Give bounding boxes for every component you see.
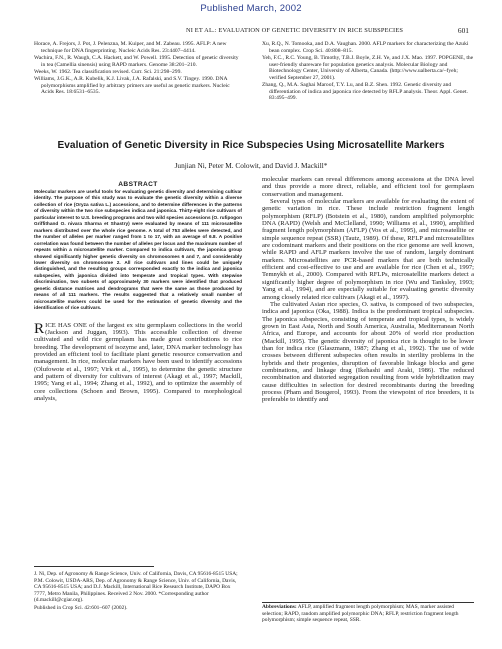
abstract-heading: ABSTRACT	[118, 181, 158, 188]
publication-date-stamp: Published March, 2002	[200, 3, 302, 14]
intro-paragraph	[34, 319, 242, 403]
reference-item: Horace, A. Frejors, J. Pot, J. Pelenzna, M. Kuiper, and M. Zabeau. 1995. AFLP: A new technique for DNA fingerprinting. Nucleic Acids Res. 23:4407–4414.	[34, 41, 227, 54]
body-paragraph: The cultivated Asian rice species, O. sativa, is composed of two subspecies, indica and japonica (Oka, 1988). Indica is the predominant tropical subspecies. The japonica subspecies, consisting of temperate and tropical types, is widely grown in East Asia, North and South America, Australia, Mediterranean North Africa, and Europe, and accounts for about 20% of world rice production (Mackill, 1995). The genetic diversity of japonica rice is thought to be lower than for indica rice (Glaszmann, 1987; Zhang et al., 1992). The use of wide crosses between different subspecies often results in sterility problems in the hybrids and their progenies, disruption of favorable linkage blocks and gene combinations, and linkage drag (Ikehashi and Araki, 1986). The reduced recombination and distorted segregation resulting from wide hybridization may cause difficulties in selection for desired recombinants during the breeding process (Pham and Bougerol, 1993). From the viewpoint of rice breeders, it is preferable to identify and	[262, 300, 474, 404]
reference-item: Weeks, W. 1962. Tea classification revised. Curr. Sci. 21:298–299.	[34, 68, 182, 75]
reference-item: Xu, R.Q., N. Tomooka, and D.A. Vaughan. 2000. AFLP markers for characterizing the Azuki bean complex. Crop Sci. 40:808–815.	[262, 41, 469, 54]
page-number: 601	[457, 26, 469, 35]
reference-item: Wachira, F.N., R. Waugh, C.A. Hackett, and W. Powell. 1995. Detection of genetic diversity in tea (Camellia sinensis) using RAPD markers. Genome 38:201–210.	[34, 54, 239, 68]
references-right-column	[262, 41, 474, 103]
intro-text: ICE HAS ONE of the largest ex situ germplasm collections in the world (Jackson and Juggan, 1993). This accessible collection of diverse cultivated and wild rice germplasm has made great contributions to rice breeding. The development of isozyme and, later, DNA marker technology has provided an efficient tool to facilitate plant genetic resource conservation and management. In rice, molecular markers have been used to identify accessions (Olufowote et al., 1997; Virk et al., 1995), to determine the genetic structure and pattern of diversity for cultivars of interest (Akagi et al., 1997; Mackill, 1995; Yang et al., 1994; Zhang et al., 1992), and to optimize the assembly of core collections (Schoen and Brown, 1995). Compared to morphological analysis,	[34, 321, 242, 403]
footnote-divider	[34, 566, 154, 567]
abbreviations-note	[262, 604, 474, 624]
abbreviations-divider	[262, 602, 474, 603]
abbreviations-text: AFLP, amplified fragment length polymorphism; MAS, marker assisted selection; RAPD, random amplified polymorphic DNA; RFLP, restriction fragment length polymorphism; simple sequence repeat, SSR.	[262, 604, 459, 624]
reference-item: Zhang, Q., M.A. Saghai Maroof, T.Y. Lu, and B.Z. Shen. 1992. Genetic diversity and differentiation of indica and japonica rice detected by RFLP analysis. Theor. Appl. Genet. 83:495–499.	[262, 82, 468, 102]
article-title: Evaluation of Genetic Diversity in Rice Subspecies Using Microsatellite Markers	[57, 140, 445, 151]
references-left-column	[34, 41, 242, 97]
abbreviations-label: Abbreviations:	[262, 604, 297, 610]
publication-info: Published in Crop Sci. 42:601–607 (2002).	[34, 605, 128, 611]
body-paragraph: Several types of molecular markers are available for evaluating the extent of genetic variation in rice. These include restriction fragment length polymorphism (RFLP) (Botstein et al., 1980), random amplified polymorphic DNA (RAPD) (Welsh and McClelland, 1990; Williams et al., 1990), amplified fragment length polymorphism (AFLP) (Vos et al., 1995), and microsatellite or simple sequence repeat (SSR) (Tautz, 1989). Of these, RFLP and microsatellites are codominant markers and their positions on the rice genome are well known, while RAPD and AFLP markers involve the use of random, largely dominant markers. Microsatellites are PCR-based markers that are both technically efficient and cost-effective to use and are available for rice (Chen et al., 1997; Temnykh et al., 2000). Compared with RFLPs, microsatellite markers detect a significantly higher degree of polymorphism in rice (Wu and Tanksley, 1993; Yang et al., 1994), and are especially suitable for evaluating genetic diversity among closely related rice cultivars (Akagi et al., 1997).	[262, 198, 474, 301]
author-affiliation-footnote: J. Ni, Dep. of Agronomy & Range Science, Univ. of California, Davis, CA 95616-8515 USA; P.M. Colowit, USDA-ARS, Dep. of Agronomy & Range Science, Univ. of California, Davis, CA 95616-8515 USA; and D.J. Mackill, International Rice Research Institute, DAPO Box 7777, Metro Manila, Philippines. Received 2 Nov. 2000. *Corresponding author (d.mackill@cgiar.org).	[34, 571, 238, 604]
reference-item: Williams, J.G.K., A.R. Kubelik, K.J. Livak, J.A. Rafalski, and S.V. Tingey. 1990. DNA polymorphisms amplified by arbitrary primers are useful as genetic markers. Nucleic Acids Res. 18:6531–6535.	[34, 76, 230, 96]
body-paragraph: molecular markers can reveal differences among accessions at the DNA level and thus provide a more direct, reliable, and efficient tool for germplasm conservation and management.	[262, 176, 474, 198]
article-authors: Junjian Ni, Peter M. Colowit, and David J. Mackill*	[174, 161, 328, 170]
right-text-column	[262, 176, 474, 404]
reference-item: Yeh, F.C., R.C. Young, B. Timothy, T.B.J. Boyle, Z.H. Ye, and J.X. Mao. 1997. POPGENE, the user-friendly shareware for population genetics analysis. Molecular Biology and Biotechnology Center, University of Alberta, Canada. (http://www.ualberta.ca/~fyeh; verified September 27, 2001).	[262, 54, 474, 81]
left-text-column	[34, 181, 242, 402]
running-head: NI ET AL.: EVALUATION OF GENETIC DIVERSITY IN RICE SUBSPECIES	[186, 27, 404, 34]
abstract-text: Molecular markers are useful tools for evaluating genetic diversity and determining cultivar identity. The purpose of this study was to evaluate the genetic diversity within a diverse collection of rice (Oryza sativa L.) accessions, and to determine differences in the patterns of diversity within the two rice subspecies indica and japonica. Thirty-eight rice cultivars of particular interest to U.S. breeding programs and two wild species accessions (O. rufipogon Griffithand O. nivara Sharma et Shastry) were evaluated by means of 111 microsatellite markers distributed over the whole rice genome. A total of 753 alleles were detected, and the number of alleles per marker ranged from 1 to 17, with an average of 6.8. A positive correlation was found between the number of alleles per locus and the maximum number of repeats within a microsatellite marker. Compared to indica cultivars, the japonica group showed significantly higher genetic diversity on chromosomes 6 and 7, and considerably lower diversity on chromosome 2. All rice cultivars and lines could be uniquely distinguished, and the resulting groups corresponded exactly to the indica and japonica subspecies, with japonica divided into temperate and tropical types. With stepwise discrimination, two subsets of approximately 30 markers were identified that produced genetic distance matrices and dendrograms that were the same as those produced by means of all 111 markers. The results suggested that a relatively small number of microsatellite markers could be used for the estimation of genetic diversity and the identification of rice cultivars.	[34, 190, 242, 312]
drop-cap: R	[34, 319, 45, 337]
